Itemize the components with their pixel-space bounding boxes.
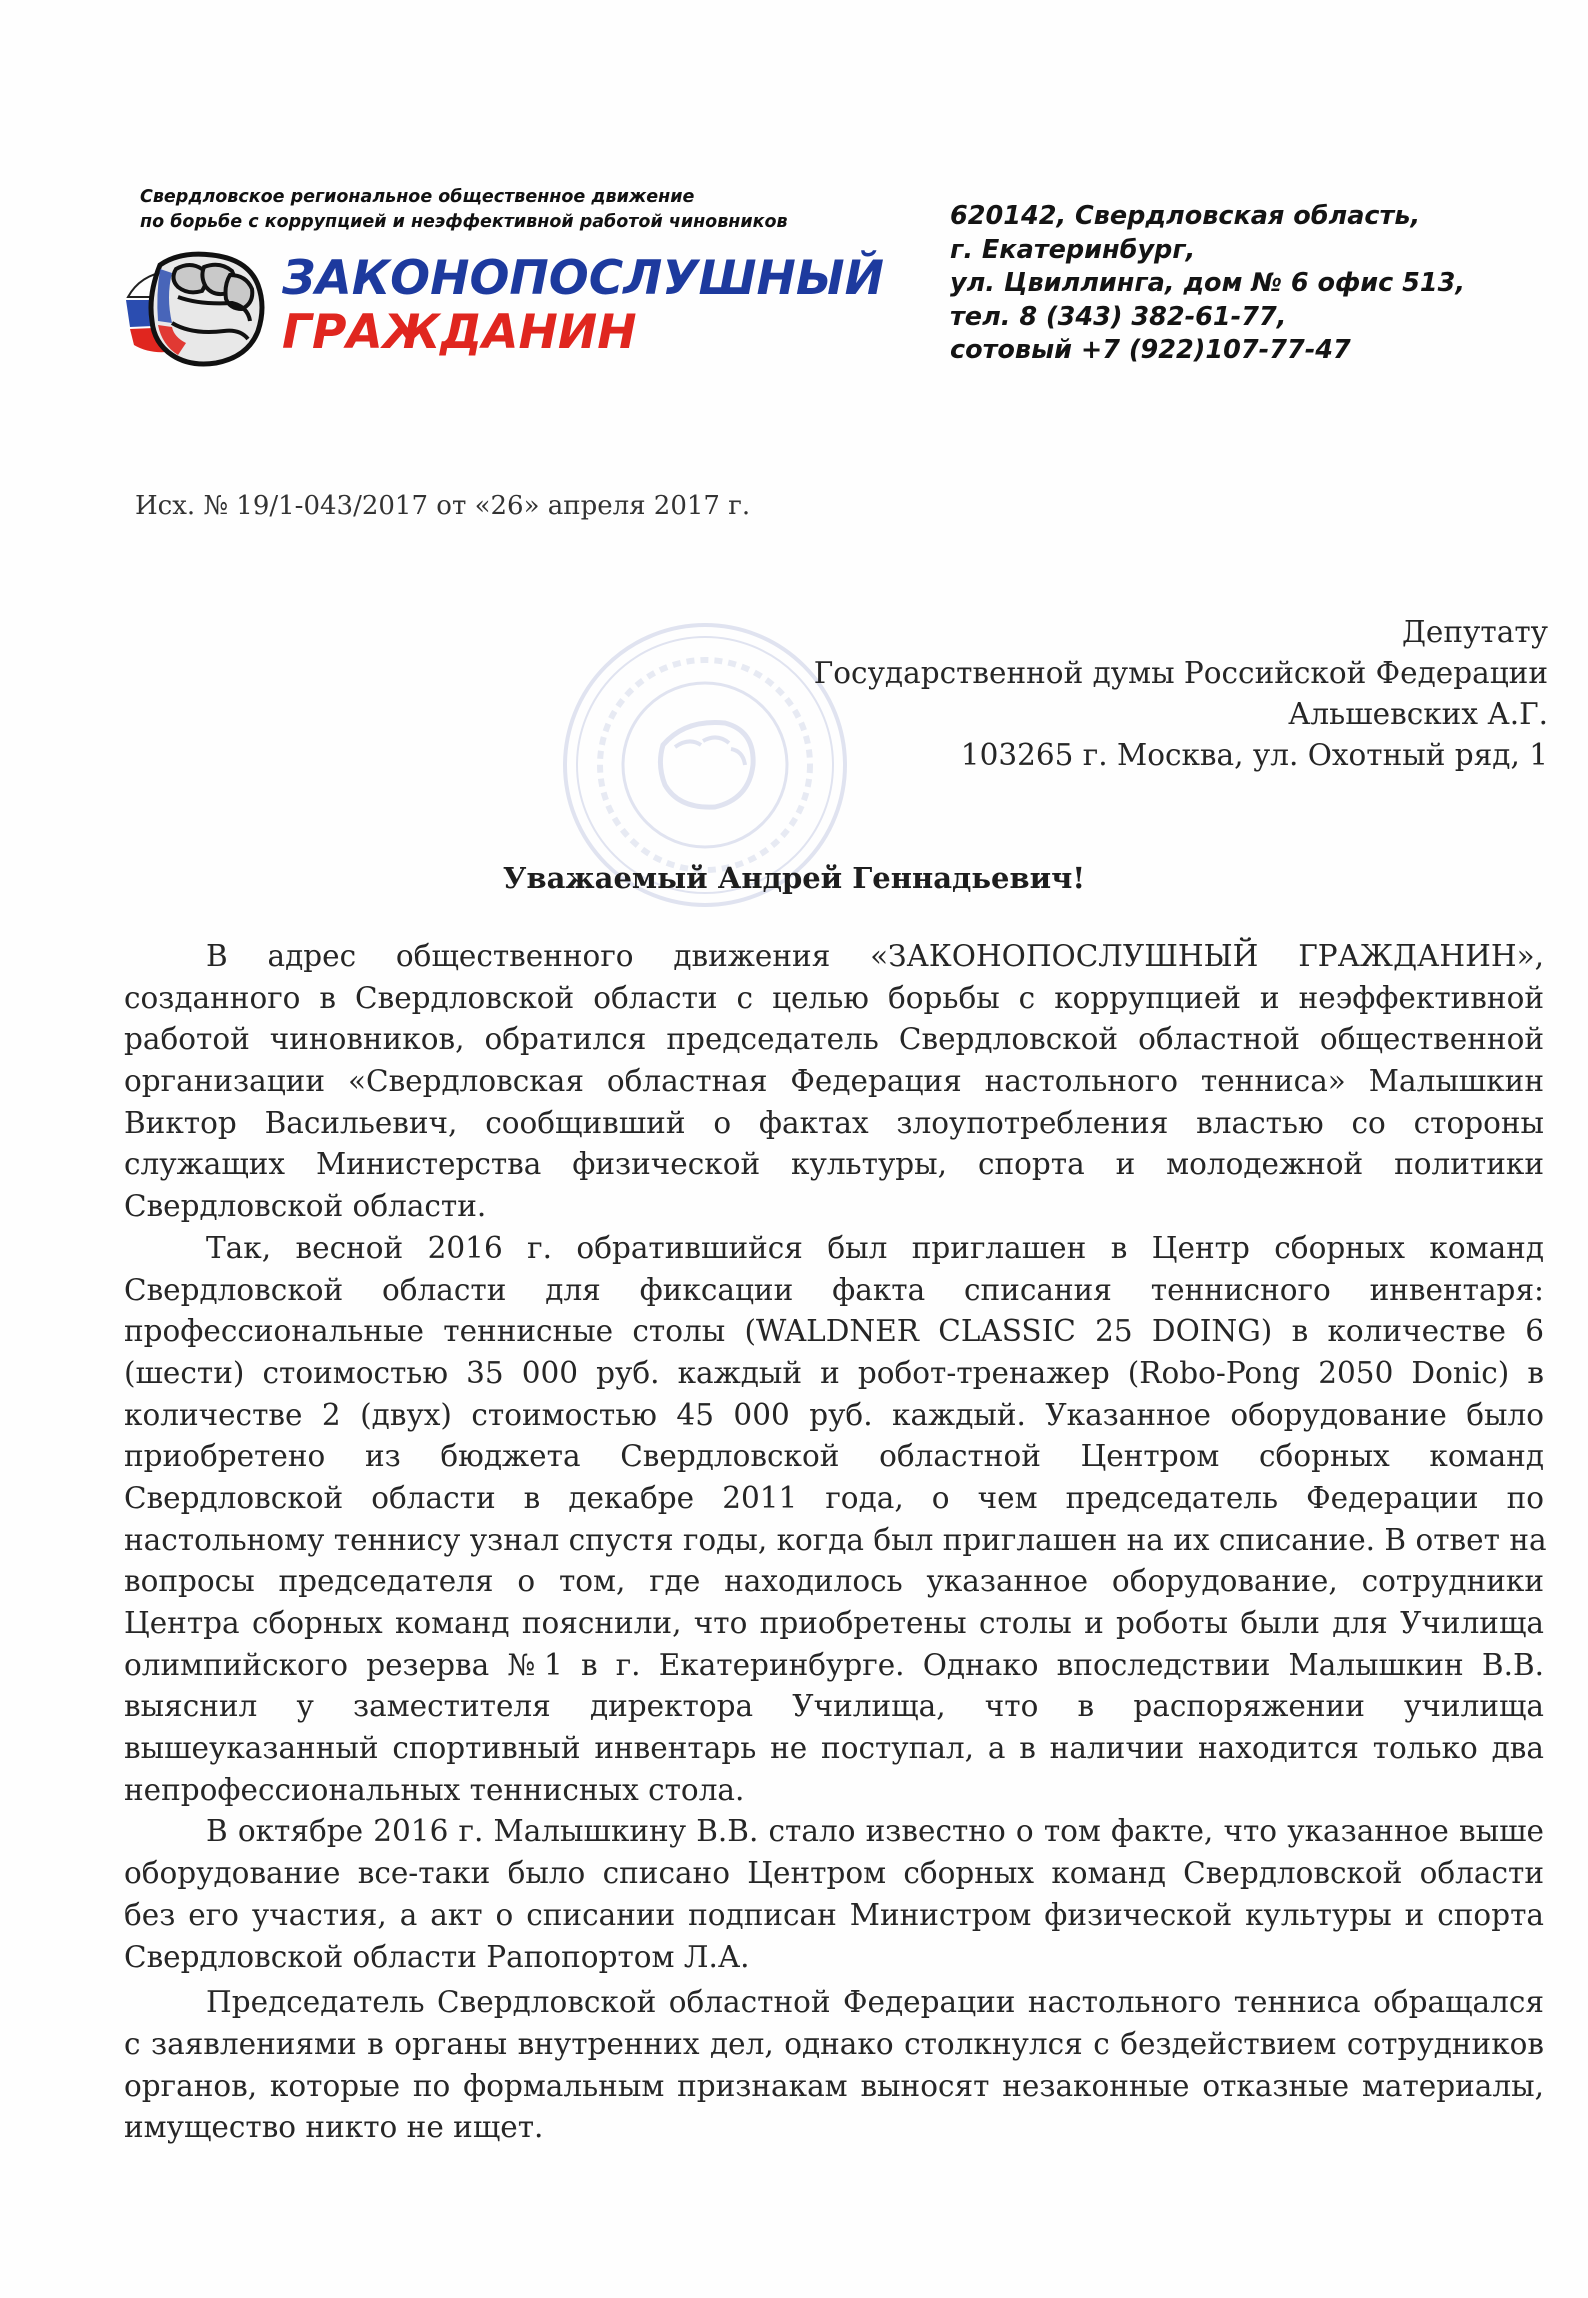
org-address — [950, 200, 1510, 368]
text-line: служащих Министерства физической культуры, спорта и молодежной политики — [124, 1147, 1544, 1182]
text-line: без его участия, а акт о списании подписан Министром физической культуры и спорта — [124, 1897, 1544, 1932]
recipient-line: 103265 г. Москва, ул. Охотный ряд, 1 — [960, 738, 1548, 772]
text-line: органов, которые по формальным признакам выносят незаконные отказные материалы, — [124, 2068, 1544, 2103]
text-line: выяснил у заместителя директора Училища, что в распоряжении училища — [124, 1689, 1544, 1724]
text-line: организации «Свердловская областная Федерация настольного тенниса» Малышкин — [124, 1064, 1544, 1099]
text-line: приобретено из бюджета Свердловской областной Центром сборных команд — [124, 1439, 1544, 1474]
text-line: Свердловской области Рапопортом Л.А. — [124, 1939, 750, 1974]
text-line: непрофессиональных теннисных стола. — [124, 1772, 745, 1807]
recipient-line: Депутату — [1401, 615, 1548, 649]
text-line: вопросы председателя о том, где находилось указанное оборудование, сотрудники — [124, 1564, 1544, 1599]
address-line: сотовый +7 (922)107-77-47 — [950, 335, 1351, 365]
text-line: Свердловской области в декабре 2011 года, о чем председатель Федерации по — [124, 1480, 1544, 1515]
outgoing-reference: Исх. № 19/1-043/2017 от «26» апреля 2017 г. — [135, 491, 751, 521]
org-subtitle — [140, 185, 840, 235]
text-line: оборудование все-таки было списано Центром сборных команд Свердловской области — [124, 1856, 1544, 1891]
org-name — [282, 252, 884, 360]
letter-body — [124, 936, 1547, 2149]
recipient-line: Альшевских А.Г. — [1288, 697, 1548, 731]
org-subtitle-line: Свердловское региональное общественное движение — [140, 187, 695, 207]
text-line: с заявлениями в органы внутренних дел, однако столкнулся с бездействием сотрудников — [124, 2026, 1544, 2061]
text-line: олимпийского резерва №1 в г. Екатеринбурге. Однако впоследствии Малышкин В.В. — [124, 1647, 1544, 1682]
text-line: (шести) стоимостью 35 000 руб. каждый и робот-тренажер (Robo-Pong 2050 Donic) в — [124, 1355, 1544, 1390]
paragraph — [124, 1982, 1544, 2149]
paragraph — [124, 1228, 1547, 1812]
address-line: г. Екатеринбург, — [950, 234, 1196, 265]
text-line: работой чиновников, обратился председатель Свердловской областной общественной — [124, 1022, 1544, 1057]
text-line: Свердловской области для фиксации факта списания теннисного инвентаря: — [124, 1272, 1544, 1307]
text-line: Виктор Васильевич, сообщивший о фактах злоупотребления властью со стороны — [124, 1105, 1544, 1140]
text-line: Свердловской области. — [124, 1189, 487, 1224]
org-name-line2: ГРАЖДАНИН — [282, 305, 637, 360]
address-line: 620142, Свердловская область, — [950, 201, 1421, 231]
paragraph — [124, 936, 1544, 1228]
text-line: В октябре 2016 г. Малышкину В.В. стало известно о том факте, что указанное выше — [206, 1814, 1544, 1849]
address-line: тел. 8 (343) 382-61-77, — [950, 301, 1287, 332]
text-line: Так, весной 2016 г. обратившийся был приглашен в Центр сборных команд — [206, 1230, 1544, 1265]
text-line: профессиональные теннисные столы (WALDNER CLASSIC 25 DOING) в количестве 6 — [124, 1314, 1544, 1349]
text-line: вышеуказанный спортивный инвентарь не поступал, а в наличии находится только два — [124, 1731, 1544, 1766]
org-subtitle-line: по борьбе с коррупцией и неэффективной работой чиновников — [140, 212, 788, 232]
recipient-line: Государственной думы Российской Федерации — [813, 656, 1548, 690]
recipient-block — [814, 612, 1548, 776]
text-line: настольному теннису узнал спустя годы, когда был приглашен на их списание. В ответ на — [124, 1522, 1547, 1557]
fist-flag-icon — [120, 245, 270, 370]
text-line: созданного в Свердловской области с целью борьбы с коррупцией и неэффективной — [124, 980, 1544, 1015]
paragraph — [124, 1811, 1544, 1978]
address-line: ул. Цвиллинга, дом № 6 офис 513, — [950, 268, 1466, 298]
text-line: количестве 2 (двух) стоимостью 45 000 руб. каждый. Указанное оборудование было — [124, 1397, 1544, 1432]
text-line: имущество никто не ищет. — [124, 2110, 544, 2145]
text-line: В адрес общественного движения «ЗАКОНОПОСЛУШНЫЙ ГРАЖДАНИН», — [206, 939, 1544, 973]
salutation: Уважаемый Андрей Геннадьевич! — [502, 861, 1086, 895]
org-name-line1: ЗАКОНОПОСЛУШНЫЙ — [282, 251, 884, 306]
text-line: Председатель Свердловской областной Федерации настольного тенниса обращался — [206, 1985, 1544, 2020]
text-line: Центра сборных команд пояснили, что приобретены столы и роботы были для Училища — [124, 1606, 1544, 1640]
